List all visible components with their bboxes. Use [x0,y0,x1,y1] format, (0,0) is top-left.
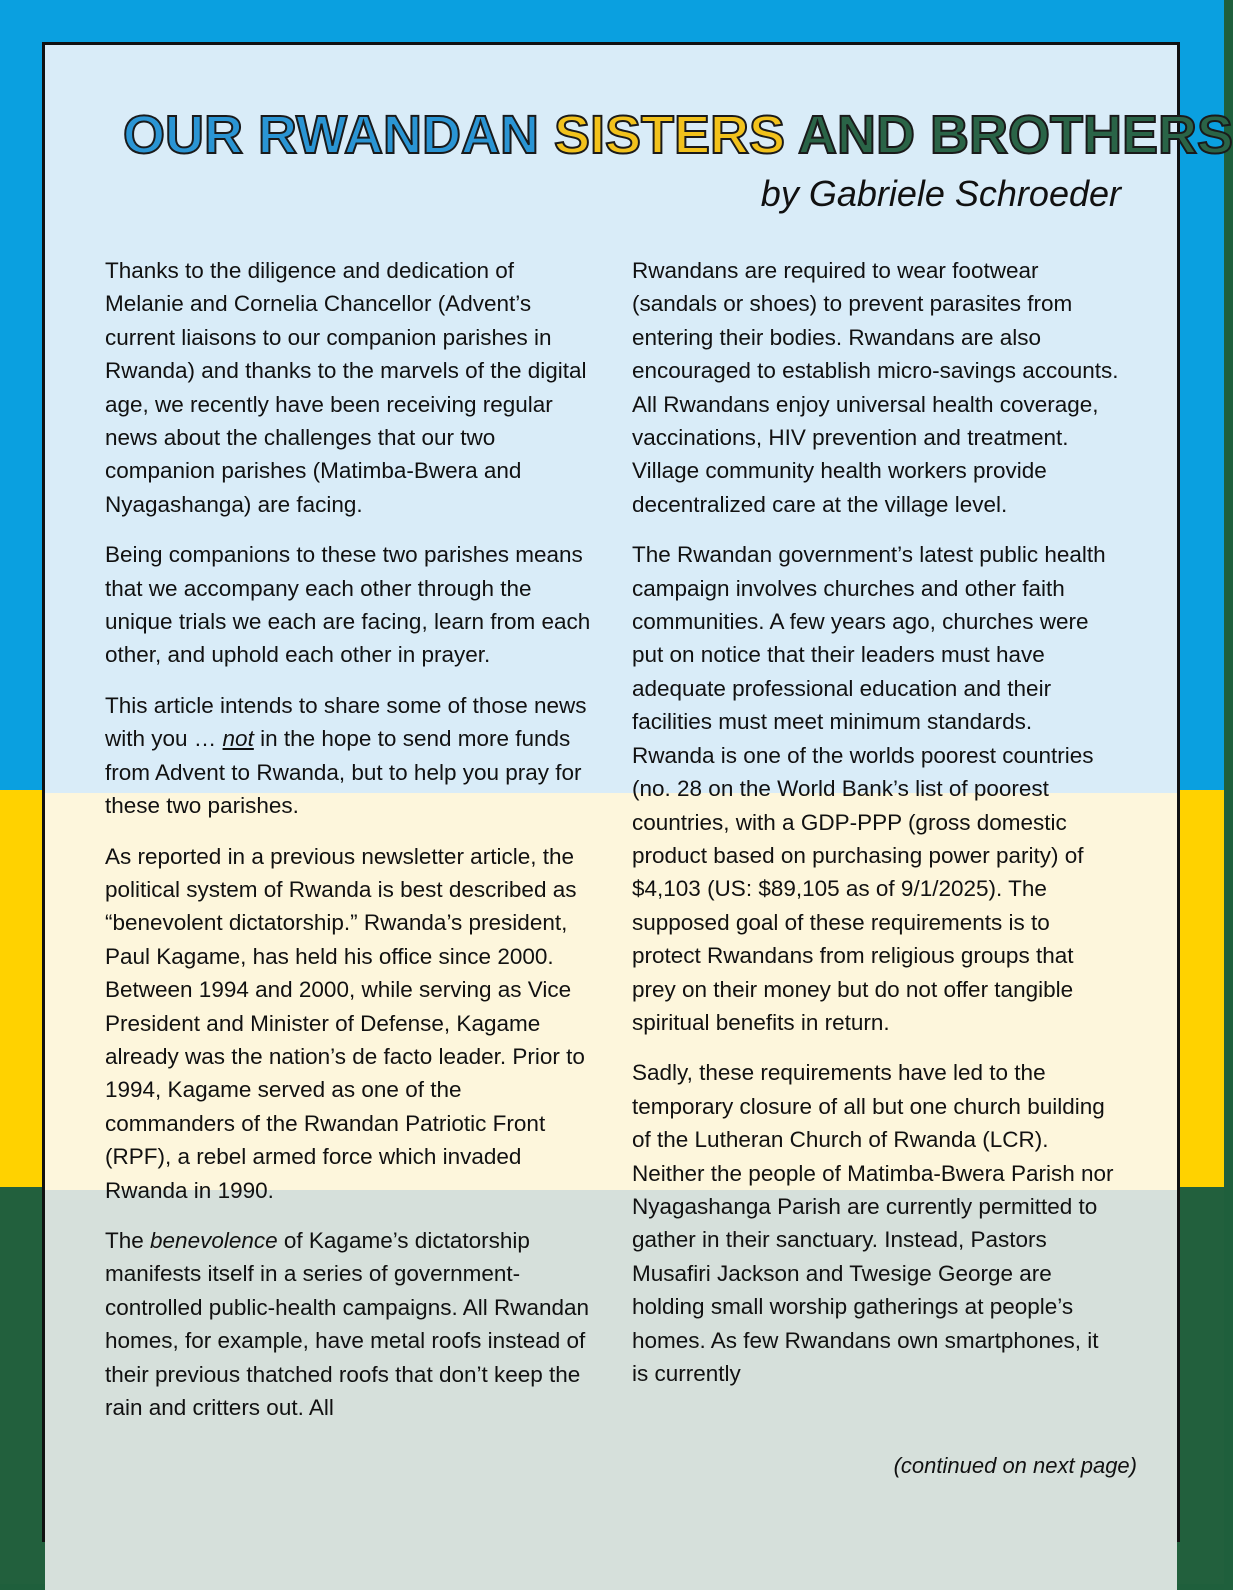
paragraph-2: Being companions to these two parishes means that we accompany each other through the unique trials we each are facing, learn from each other, and uphold each other in prayer. [105,542,591,668]
title-part-green: AND BROTHERS [785,105,1233,165]
left-column [105,254,593,1441]
article-panel [42,42,1233,1542]
paragraph-5-text-b: of Kagame’s dictatorship manifests itself in a series of government-controlled public-health campaigns. All Rwandan homes, for example, have metal roofs instead of their previous thatched roofs that don’t keep the rain and critters out. All [105,1227,590,1420]
emphasis-not: not [222,726,254,752]
paragraph-3 [105,689,593,823]
continued-note: (continued on next page) [893,1453,1137,1478]
paragraph-7: The Rwandan government’s latest public health campaign involves churches and other faith communities. A few years ago, churches were put on notice that their leaders must have adequate professional education and their facilities must meet minimum standards. Rwanda is one of the worlds poorest countries (no. 28 on the World Bank’s list of poorest countries, with a GDP-PPP (gross domestic product based on purchasing power parity) of $4,103 (US: $89,105 as of 9/1/2025). The supposed goal of these requirements is to protect Rwandans from religious groups that prey on their money but do not offer tangible spiritual benefits in return. [632,542,1106,1035]
paragraph-8: Sadly, these requirements have led to the temporary closure of all but one church building of the Lutheran Church of Rwanda (LCR). Neither the people of Matimba-Bwera Parish nor Nyagashanga Parish are currently permitted to gather in their sanctuary. Instead, Pastors Musafiri Jackson and Twesige George are holding small worship gatherings at people’s homes. As few Rwandans own smartphones, it is currently [632,1060,1114,1386]
byline: by Gabriele Schroeder [760,173,1121,214]
title-part-yellow: SISTERS [554,105,786,165]
paragraph-6: Rwandans are required to wear footwear (sandals or shoes) to prevent parasites from entering their bodies. Rwandans are also encouraged to establish micro-savings accounts. All Rwandans enjoy universal health coverage, vaccinations, HIV prevention and treatment. Village community health workers provide decentralized care at the village level. [632,258,1119,517]
paragraph-1: Thanks to the diligence and dedication of Melanie and Cornelia Chancellor (Advent’s current liaisons to our companion parishes in Rwanda) and thanks to the marvels of the digital age, we recently have been receiving regular news about the challenges that our two companion parishes (Matimba-Bwera and Nyagashanga) are facing. [105,258,587,517]
paragraph-3-text-a: This article intends to share some of those news with you … [105,692,587,752]
paragraph-3-text-b: in the hope to send more funds from Advent to Rwanda, but to help you pray for these two parishes. [105,726,582,819]
paragraph-4: As reported in a previous newsletter article, the political system of Rwanda is best described as “benevolent dictatorship.” Rwanda’s president, Paul Kagame, has held his office since 2000. Between 1994 and 2000, while serving as Vice President and Minister of Defense, Kagame already was the nation’s de facto leader. Prior to 1994, Kagame served as one of the commanders of the Rwandan Patriotic Front (RPF), a rebel armed force which invaded Rwanda in 1990. [105,843,585,1203]
paragraph-5 [105,1224,593,1424]
article-title [123,103,1233,167]
paragraph-5-text-a: The [105,1227,151,1253]
title-part-blue: OUR RWANDAN [123,105,554,165]
right-column [632,254,1120,1407]
emphasis-benevolence: benevolence [150,1227,278,1253]
